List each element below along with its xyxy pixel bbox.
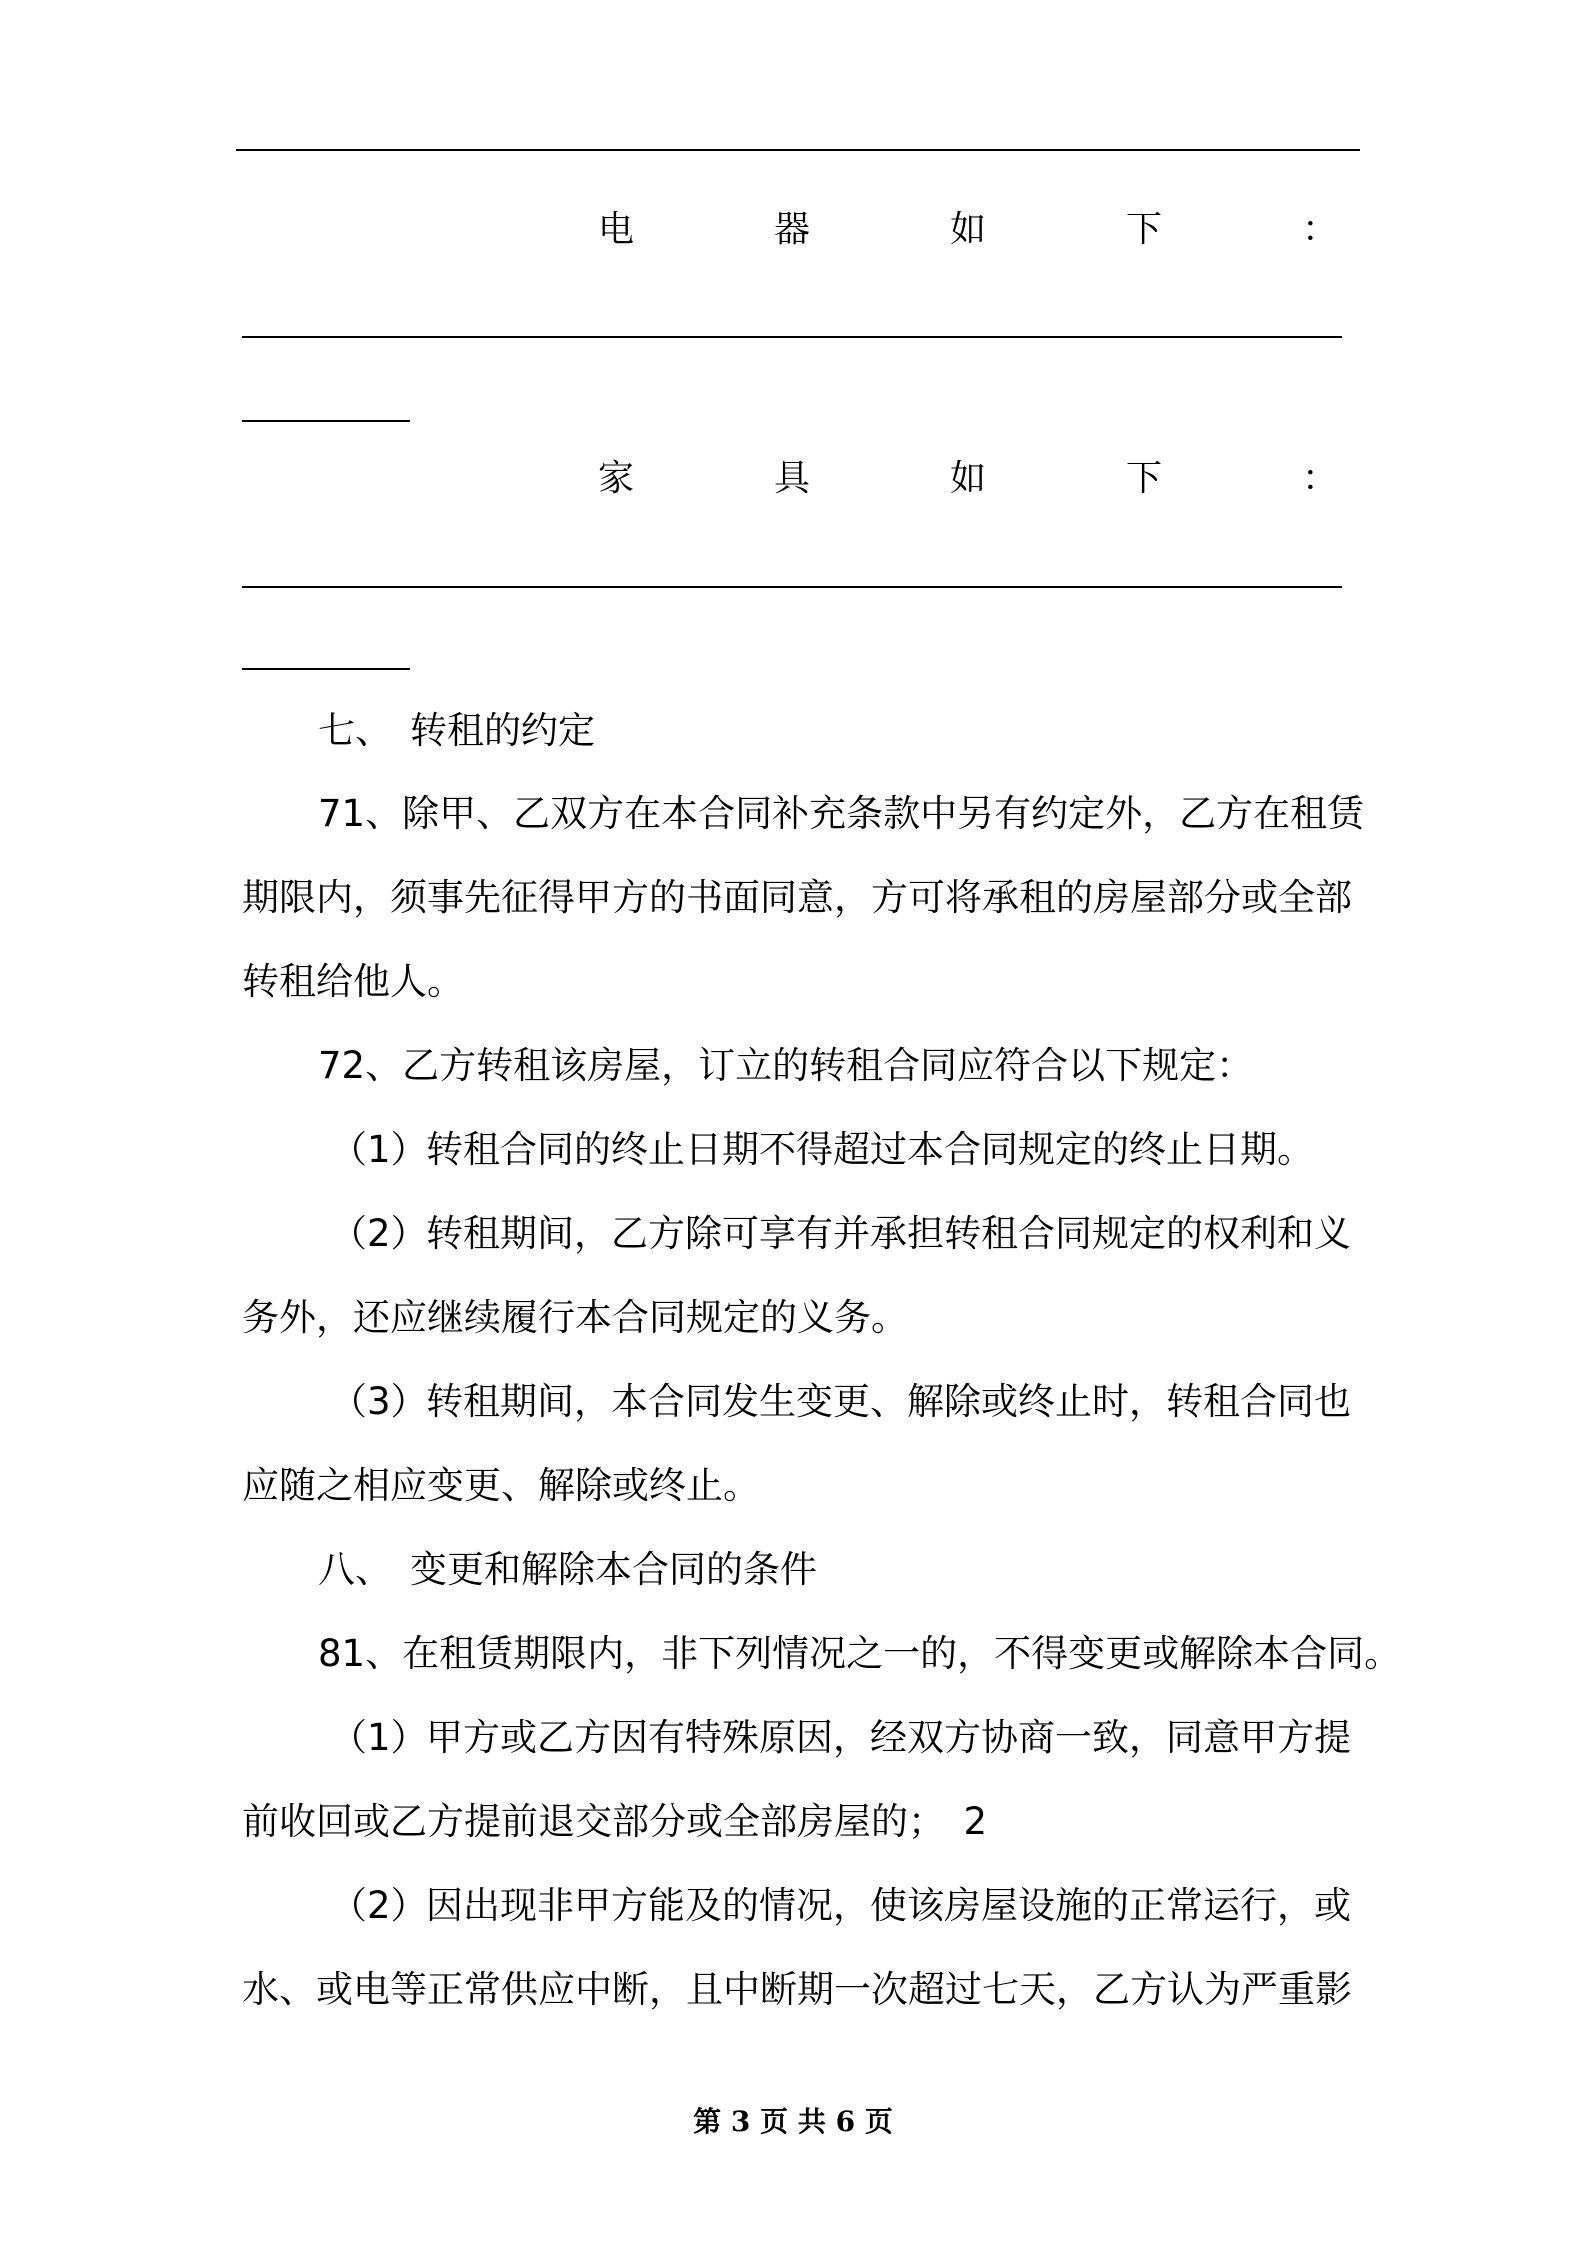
item-number: （3） (330, 1380, 428, 1423)
page-footer: 第 3 页 共 6 页 (693, 2105, 893, 2138)
clause-72-item-3-cont: 应随之相应变更、解除或终止。 (242, 1464, 760, 1507)
clause-72-item-3 (330, 1380, 1352, 1424)
clause-81-item-2 (330, 1884, 1352, 1928)
item-text: 转租期间，乙方除可享有并承担转租合同规定的权利和义 (426, 1212, 1351, 1255)
section-number: 七、 (318, 709, 392, 752)
appliances-label (598, 209, 1338, 250)
item-text: 转租合同的终止日期不得超过本合同规定的终止日期。 (426, 1128, 1314, 1171)
appliances-fill-line (242, 336, 1342, 338)
clause-72: 72、乙方转租该房屋，订立的转租合同应符合以下规定： (318, 1044, 1254, 1087)
label-char: 具 (773, 458, 810, 499)
section-number: 八、 (318, 1548, 392, 1591)
label-char: 下 (1125, 458, 1162, 499)
label-char: ： (1301, 458, 1338, 499)
clause-81: 81、在租赁期限内，非下列情况之一的，不得变更或解除本合同。 (318, 1632, 1402, 1675)
item-number: （1） (330, 1128, 428, 1171)
clause-71-line-2: 期 限 内 ， 须 事 先 征 得 甲 方 的 书 面 同 意 ， 方 可 将 承 租 的 房 屋 部 分 或 全 部 (242, 876, 1352, 919)
clause-71-line-1: 7 1 、 除 甲 、 乙 双 方 在 本 合 同 补 充 条 款 中 另 有 约 定 外 ， 乙 方 在 租 赁 (318, 792, 1365, 835)
clause-72-item-2 (330, 1212, 1352, 1256)
item-text: 转租期间，本合同发生变更、解除或终止时，转租合同也 (426, 1380, 1351, 1423)
section-7-heading (318, 709, 1352, 753)
label-char: 家 (598, 458, 635, 499)
clause-72-item-1 (330, 1128, 1352, 1172)
section-title: 转租的约定 (410, 709, 595, 752)
item-text: 甲方或乙方因有特殊原因，经双方协商一致，同意甲方提 (426, 1716, 1351, 1759)
clause-71-line-3: 转租给他人。 (242, 960, 464, 1003)
clause-72-item-2-cont: 务外，还应继续履行本合同规定的义务。 (242, 1296, 908, 1339)
section-title: 变更和解除本合同的条件 (410, 1548, 817, 1591)
item-text: 因出现非甲方能及的情况，使该房屋设施的正常运行，或 (426, 1884, 1351, 1927)
label-char: ： (1301, 209, 1338, 250)
label-char: 器 (773, 209, 810, 250)
appliances-fill-line-end (242, 420, 410, 422)
furniture-fill-line (242, 586, 1342, 588)
label-char: 下 (1125, 209, 1162, 250)
label-char: 电 (598, 209, 635, 250)
furniture-fill-line-end (242, 668, 410, 670)
item-number: （1） (330, 1716, 428, 1759)
clause-81-item-1 (330, 1716, 1352, 1760)
clause-81-item-2-cont: 水 、 或 电 等 正 常 供 应 中 断 ， 且 中 断 期 一 次 超 过 七 天 ， 乙 方 认 为 严 重 影 (242, 1968, 1352, 2011)
header-rule (236, 149, 1360, 151)
label-char: 如 (949, 458, 986, 499)
section-8-heading (318, 1548, 1352, 1592)
item-number: （2） (330, 1212, 428, 1255)
label-char: 如 (949, 209, 986, 250)
item-number: （2） (330, 1884, 428, 1927)
furniture-label (598, 458, 1338, 499)
clause-81-item-1-cont: 前收回或乙方提前退交部分或全部房屋的； 2 (242, 1800, 988, 1843)
